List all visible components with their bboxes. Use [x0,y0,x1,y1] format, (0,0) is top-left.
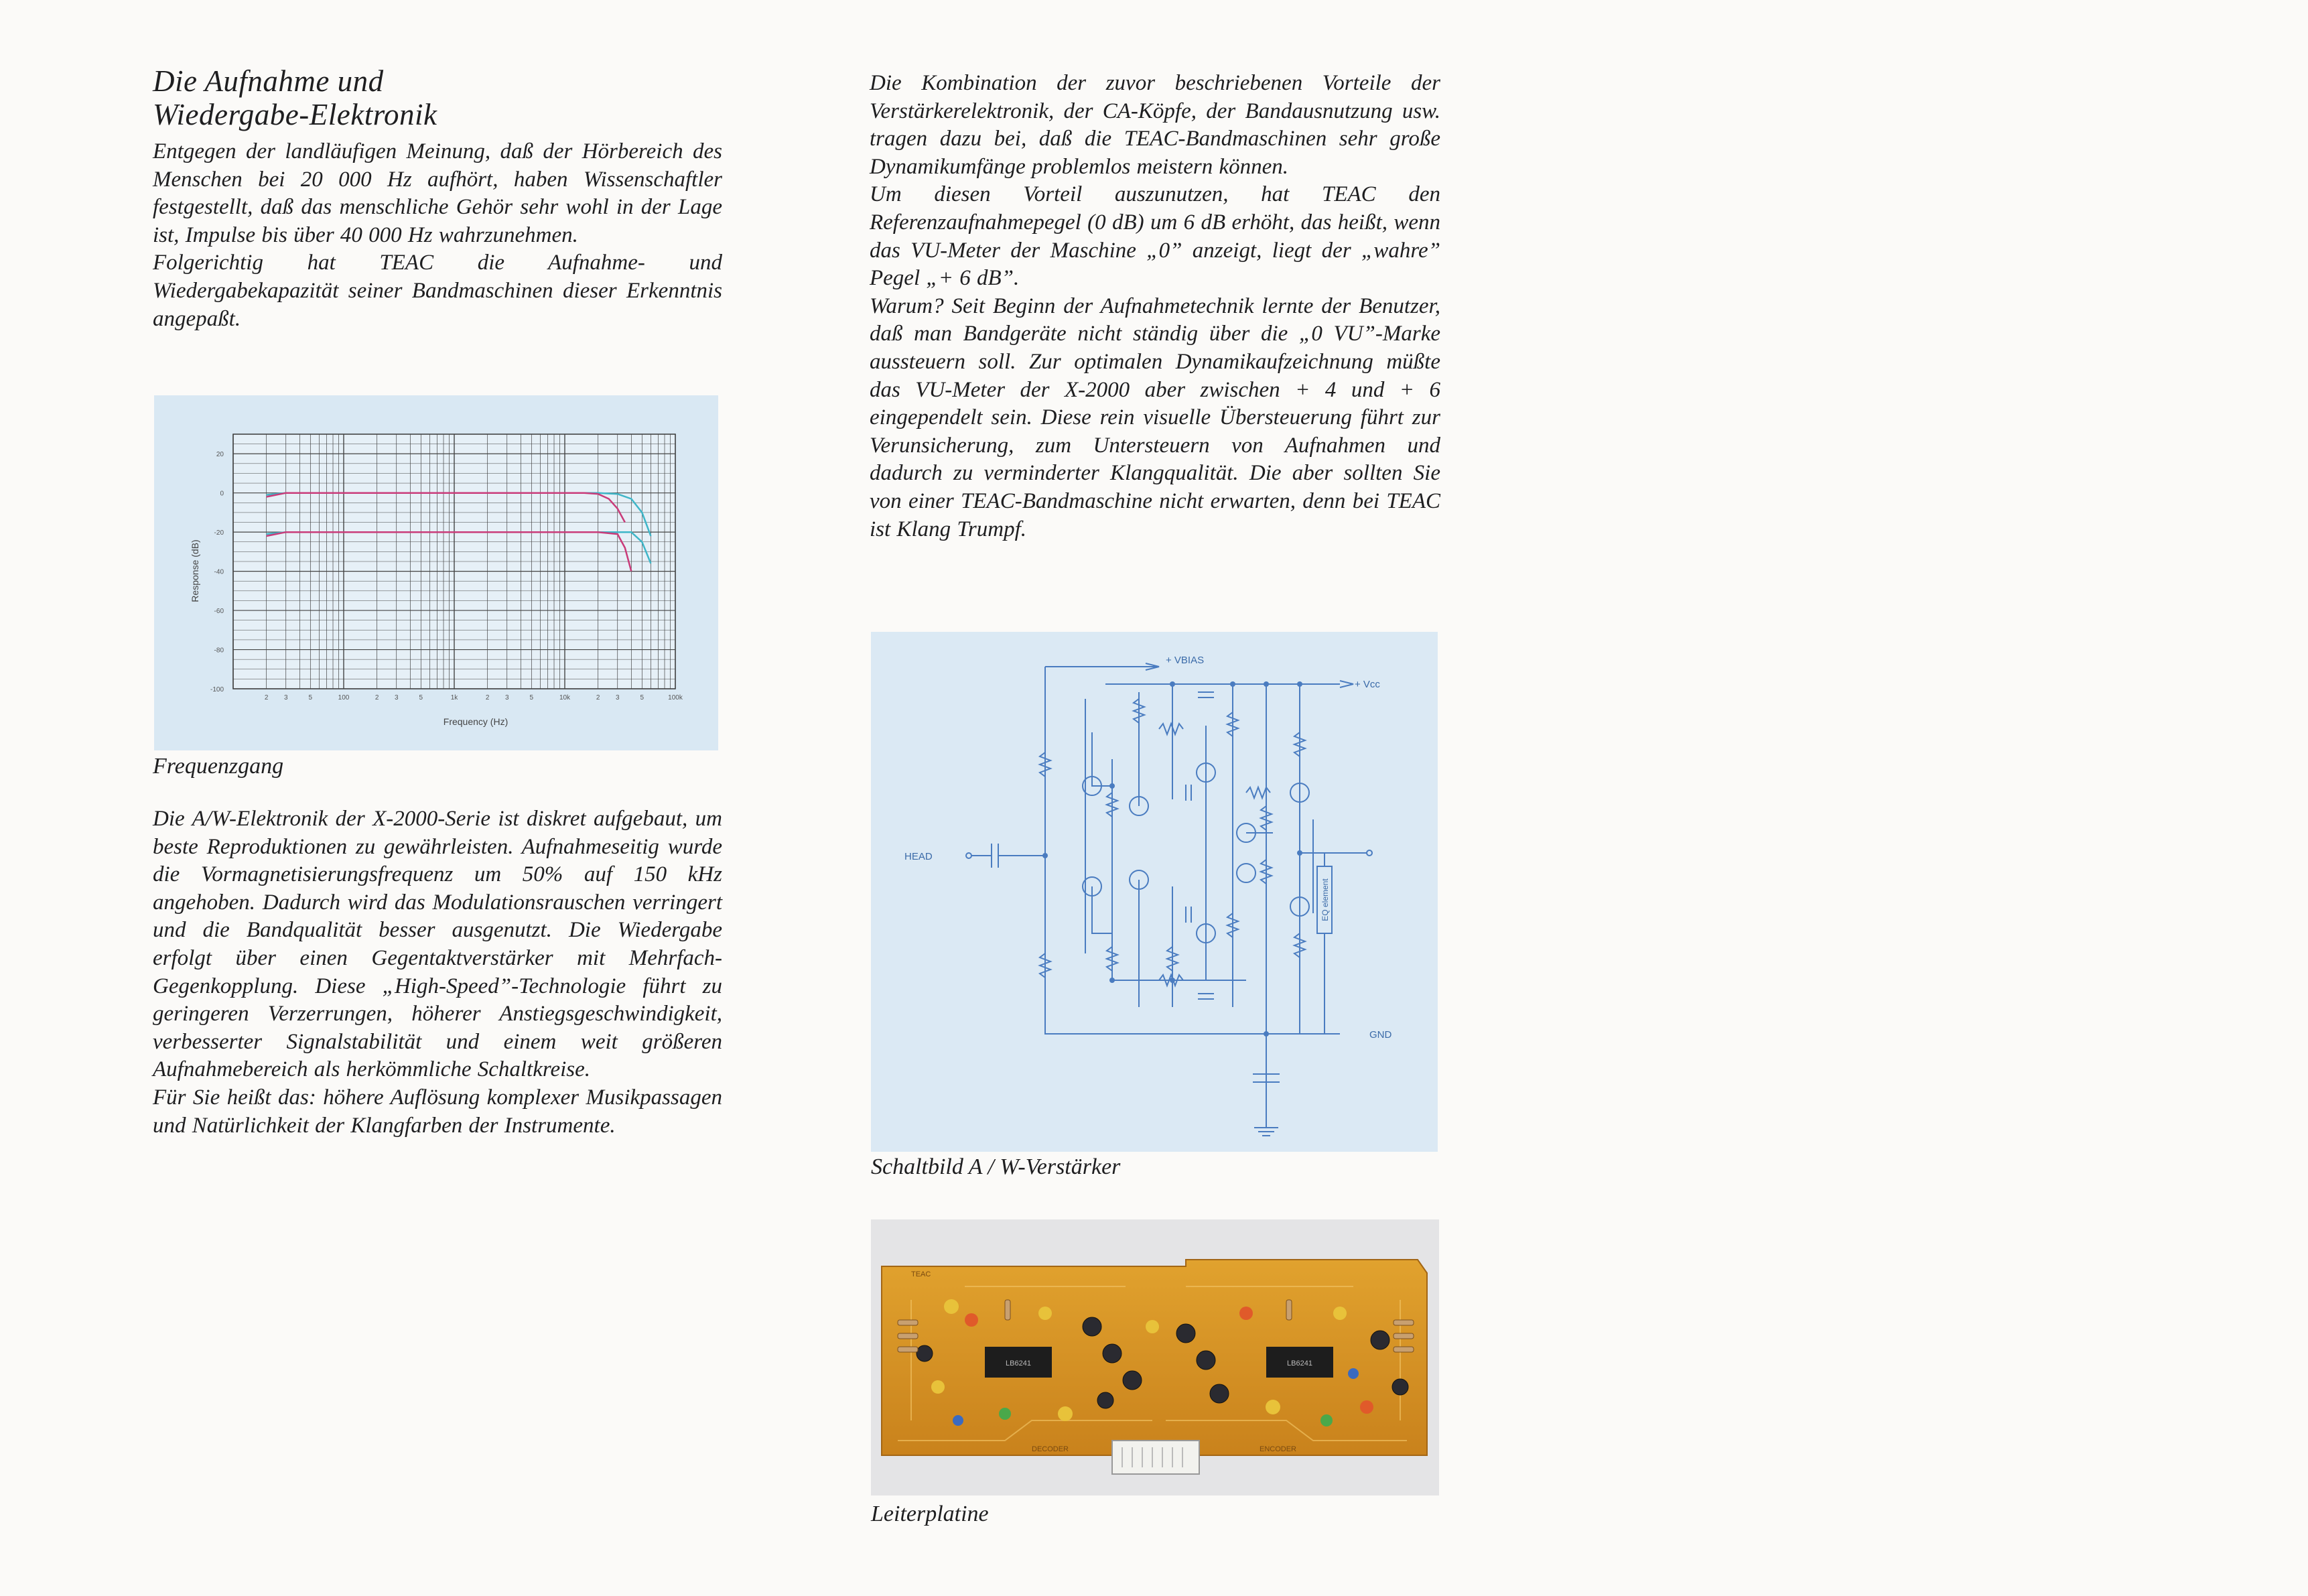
why-paragraph: Warum? Seit Beginn der Aufnahmetechnik lernte der Benutzer, daß man Bandgeräte nicht ständig über die „0 VU”-Marke aussteuern soll. Zur optimalen Dynamikaufzeichnung müßte das VU-Meter der X-2000 aber zwischen + 4 und + 6 eingependelt sein. Diese rein visuelle Übersteuerung führt zur Verunsicherung, zum Untersteuern von Aufnahmen und dadurch zu verminderter Klangqualität. Die aber sollten Sie von einer TEAC-Bandmaschine nicht erwarten, denn bei TEAC ist Klang Trumpf. [870,293,1440,541]
x-tick-label: 5 [308,694,313,702]
x-tick-label: 3 [394,694,399,702]
schematic-svg [871,632,1438,1152]
y-tick-label: 0 [220,490,224,498]
y-tick-label: -60 [214,608,224,616]
eq-element-label: EQ element [1320,878,1330,921]
left-column [153,64,722,333]
y-tick-label: 20 [216,451,224,459]
x-tick-label: 2 [375,694,379,702]
pcb-board [882,1260,1427,1455]
ic-label-left: LB6241 [1006,1359,1031,1368]
heading-line-1: Die Aufnahme und [153,64,384,98]
x-tick-label: 10k [559,694,571,702]
frequency-chart-svg [154,395,718,750]
x-tick-label: 2 [264,694,269,702]
frequency-chart-caption: Frequenzgang [153,754,284,779]
chart-grid [233,434,675,689]
vcc-label: + Vcc [1355,679,1380,690]
schematic-caption: Schaltbild A / W-Verstärker [871,1154,1121,1179]
y-tick-label: -100 [210,686,224,693]
x-tick-label: 5 [640,694,644,702]
pcb-svg [871,1219,1439,1495]
x-tick-label: 2 [596,694,600,702]
x-tick-label: 3 [504,694,509,702]
x-axis-label: Frequency (Hz) [443,716,508,727]
x-tick-label: 5 [529,694,534,702]
benefit-paragraph: Für Sie heißt das: höhere Auflösung komplexer Musikpassagen und Natürlichkeit der Klangfarben der Instrumente. [153,1085,722,1138]
frequency-response-chart [154,395,718,750]
x-tick-label: 100k [668,694,683,702]
pcb-brand-label: TEAC [911,1270,931,1278]
vbias-label: + VBIAS [1166,655,1205,666]
y-tick-label: -40 [214,568,224,576]
pcb-encoder-label: ENCODER [1260,1445,1297,1453]
head-label: HEAD [904,851,933,862]
teac-adaptation-paragraph: Folgerichtig hat TEAC die Aufnahme- und Wiedergabekapazität seiner Bandmaschinen dieser Erkenntnis angepaßt. [153,251,722,331]
x-tick-label: 2 [485,694,490,702]
amplifier-schematic [871,632,1438,1152]
x-tick-label: 3 [615,694,620,702]
pcb-connector [1112,1441,1199,1474]
intro-paragraph: Entgegen der landläufigen Meinung, daß der Hörbereich des Menschen bei 20 000 Hz aufhört, haben Wissenschaftler festgestellt, daß das menschliche Gehör sehr wohl in der Lage ist, Impulse bis über 40 000 Hz wahrzunehmen. [153,139,722,247]
pcb-photo [871,1219,1439,1495]
y-tick-label: -20 [214,529,224,537]
pcb-caption: Leiterplatine [871,1502,989,1526]
x-tick-label: 100 [338,694,350,702]
gnd-label: GND [1369,1029,1392,1041]
left-column-lower [153,805,722,1140]
ic-label-right: LB6241 [1287,1359,1312,1368]
x-tick-label: 5 [419,694,423,702]
section-heading [153,64,722,131]
y-axis-label: Response (dB) [190,539,200,602]
combination-paragraph: Die Kombination der zuvor beschriebenen Vorteile der Verstärkerelektronik, der CA-Köpfe, der Bandausnutzung usw. tragen dazu bei, daß die TEAC-Bandmaschinen sehr große Dynamikumfänge problemlos meistern können. [870,71,1440,179]
y-tick-label: -80 [214,647,224,655]
reference-level-paragraph: Um diesen Vorteil auszunutzen, hat TEAC den Referenzaufnahmepegel (0 dB) um 6 dB erhöht, das heißt, wenn das VU-Meter der Maschine „0” anzeigt, liegt der „wahre” Pegel „+ 6 dB”. [870,182,1440,291]
electronics-paragraph: Die A/W-Elektronik der X-2000-Serie ist diskret aufgebaut, um beste Reproduktionen zu gewährleisten. Aufnahmeseitig wurde die Vormagnetisierungsfrequenz um 50% auf 150 kHz angehoben. Dadurch wird das Modulationsrauschen verringert und die Bandqualität besser ausgenutzt. Die Wiedergabe erfolgt über einen Gegentaktverstärker mit Mehrfach-Gegenkopplung. Diese „High-Speed”-Technologie führt zu geringeren Verzerrungen, höherer Anstiegsgeschwindigkeit, verbesserter Signalstabilität und einem weit größeren Aufnahmebereich als herkömmliche Schaltkreise. [153,807,722,1082]
right-column [870,70,1440,543]
heading-line-2: Wiedergabe-Elektronik [153,98,437,131]
x-tick-label: 1k [450,694,458,702]
pcb-decoder-label: DECODER [1032,1445,1069,1453]
x-tick-label: 3 [283,694,288,702]
